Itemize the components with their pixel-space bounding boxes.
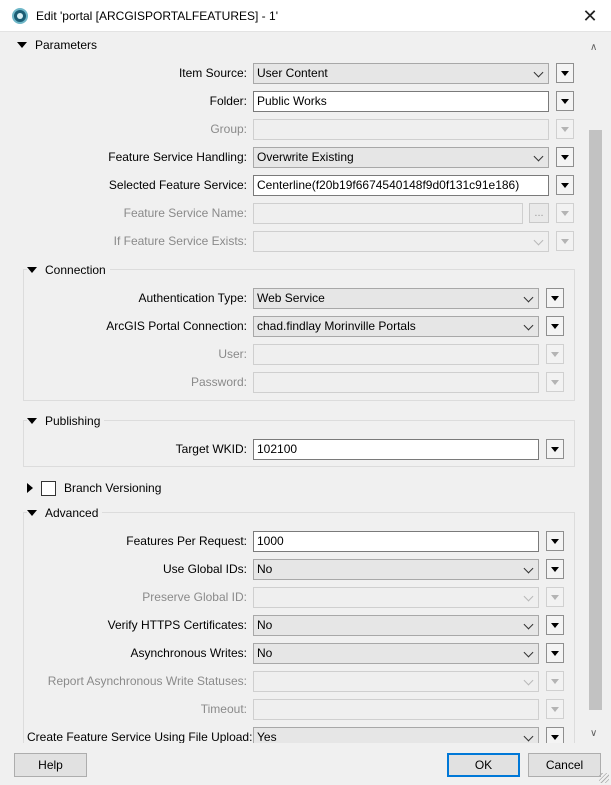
chevron-down-icon bbox=[524, 293, 534, 303]
ok-button[interactable]: OK bbox=[447, 753, 520, 777]
browse-button: ... bbox=[529, 203, 549, 223]
target-wkid-label: Target WKID: bbox=[175, 442, 247, 456]
parameters-section-label: Parameters bbox=[35, 38, 98, 52]
authentication-type-menu-button[interactable] bbox=[546, 288, 564, 308]
fme-app-icon bbox=[12, 8, 28, 24]
target-wkid-menu-button[interactable] bbox=[546, 439, 564, 459]
parameters-panel bbox=[0, 33, 611, 743]
async-writes-select[interactable] bbox=[253, 643, 539, 664]
report-async-label: Report Asynchronous Write Statuses: bbox=[47, 674, 247, 688]
item-source-label: Item Source: bbox=[178, 66, 247, 80]
resize-grip-icon[interactable] bbox=[599, 773, 609, 783]
preserve-global-id-select bbox=[253, 587, 539, 608]
dialog-footer bbox=[0, 745, 611, 785]
portal-connection-label: ArcGIS Portal Connection: bbox=[106, 319, 247, 333]
expand-triangle-icon bbox=[27, 483, 33, 493]
chevron-down-icon bbox=[534, 236, 544, 246]
title-bar bbox=[0, 0, 611, 32]
verify-https-value: No bbox=[257, 618, 273, 632]
create-file-upload-menu-button[interactable] bbox=[546, 727, 564, 743]
if-feature-service-exists-label: If Feature Service Exists: bbox=[113, 234, 247, 248]
chevron-down-icon bbox=[524, 676, 534, 686]
folder-menu-button[interactable] bbox=[556, 91, 574, 111]
collapse-triangle-icon bbox=[17, 42, 27, 48]
password-label: Password: bbox=[190, 375, 247, 389]
create-file-upload-label: Create Feature Service Using File Upload: bbox=[27, 730, 253, 743]
branch-versioning-label: Branch Versioning bbox=[64, 481, 162, 495]
report-async-menu-button bbox=[546, 671, 564, 691]
password-input bbox=[253, 372, 539, 393]
item-source-value: User Content bbox=[257, 66, 328, 80]
preserve-global-id-menu-button bbox=[546, 587, 564, 607]
window-title: Edit 'portal [ARCGISPORTALFEATURES] - 1' bbox=[36, 9, 278, 23]
verify-https-select[interactable] bbox=[253, 615, 539, 636]
verify-https-label: Verify HTTPS Certificates: bbox=[107, 618, 247, 632]
collapse-triangle-icon bbox=[27, 418, 37, 424]
create-file-upload-select[interactable] bbox=[253, 727, 539, 743]
features-per-request-menu-button[interactable] bbox=[546, 531, 564, 551]
collapse-triangle-icon bbox=[27, 510, 37, 516]
user-label: User: bbox=[218, 347, 247, 361]
chevron-down-icon bbox=[524, 321, 534, 331]
feature-service-handling-value: Overwrite Existing bbox=[257, 150, 354, 164]
portal-connection-value: chad.findlay Morinville Portals bbox=[257, 319, 416, 333]
timeout-input bbox=[253, 699, 539, 720]
selected-feature-service-label: Selected Feature Service: bbox=[108, 178, 247, 192]
help-button[interactable]: Help bbox=[14, 753, 87, 777]
use-global-ids-select[interactable] bbox=[253, 559, 539, 580]
use-global-ids-value: No bbox=[257, 562, 273, 576]
features-per-request-label: Features Per Request: bbox=[126, 534, 247, 548]
feature-service-name-label: Feature Service Name: bbox=[123, 206, 247, 220]
item-source-menu-button[interactable] bbox=[556, 63, 574, 83]
password-menu-button bbox=[546, 372, 564, 392]
target-wkid-input[interactable]: 102100 bbox=[253, 439, 539, 460]
create-file-upload-value: Yes bbox=[257, 730, 277, 743]
item-source-select[interactable] bbox=[253, 63, 549, 84]
chevron-down-icon bbox=[524, 620, 534, 630]
scroll-thumb[interactable] bbox=[589, 130, 602, 710]
branch-versioning-toggle[interactable] bbox=[27, 479, 161, 497]
scroll-down-icon[interactable]: ∨ bbox=[590, 728, 598, 739]
timeout-menu-button bbox=[546, 699, 564, 719]
publishing-section-label: Publishing bbox=[45, 414, 101, 428]
publishing-section-toggle[interactable] bbox=[27, 412, 104, 430]
collapse-triangle-icon bbox=[27, 267, 37, 273]
use-global-ids-menu-button[interactable] bbox=[546, 559, 564, 579]
group-label: Group: bbox=[210, 122, 247, 136]
scroll-up-icon[interactable]: ∧ bbox=[590, 42, 598, 53]
verify-https-menu-button[interactable] bbox=[546, 615, 564, 635]
advanced-section-toggle[interactable] bbox=[27, 504, 102, 522]
feature-service-handling-label: Feature Service Handling: bbox=[108, 150, 247, 164]
group-input bbox=[253, 119, 549, 140]
use-global-ids-label: Use Global IDs: bbox=[162, 562, 247, 576]
chevron-down-icon bbox=[524, 564, 534, 574]
selected-feature-service-menu-button[interactable] bbox=[556, 175, 574, 195]
portal-connection-menu-button[interactable] bbox=[546, 316, 564, 336]
authentication-type-value: Web Service bbox=[257, 291, 325, 305]
user-input bbox=[253, 344, 539, 365]
feature-service-handling-select[interactable] bbox=[253, 147, 549, 168]
user-menu-button bbox=[546, 344, 564, 364]
authentication-type-label: Authentication Type: bbox=[138, 291, 247, 305]
features-per-request-input[interactable]: 1000 bbox=[253, 531, 539, 552]
close-icon[interactable]: ✕ bbox=[582, 6, 598, 26]
async-writes-label: Asynchronous Writes: bbox=[130, 646, 247, 660]
chevron-down-icon bbox=[534, 152, 544, 162]
if-feature-service-exists-menu-button bbox=[556, 231, 574, 251]
chevron-down-icon bbox=[524, 732, 534, 742]
feature-service-name-menu-button bbox=[556, 203, 574, 223]
group-menu-button bbox=[556, 119, 574, 139]
if-feature-service-exists-select bbox=[253, 231, 549, 252]
folder-input[interactable]: Public Works bbox=[253, 91, 549, 112]
vertical-scrollbar[interactable] bbox=[587, 38, 604, 743]
parameters-section-toggle[interactable] bbox=[17, 36, 97, 54]
report-async-select bbox=[253, 671, 539, 692]
chevron-down-icon bbox=[524, 648, 534, 658]
feature-service-handling-menu-button[interactable] bbox=[556, 147, 574, 167]
connection-section-toggle[interactable] bbox=[27, 261, 110, 279]
feature-service-name-input bbox=[253, 203, 523, 224]
connection-section-label: Connection bbox=[45, 263, 106, 277]
branch-versioning-checkbox[interactable] bbox=[41, 481, 56, 496]
preserve-global-id-label: Preserve Global ID: bbox=[142, 590, 247, 604]
chevron-down-icon bbox=[524, 592, 534, 602]
advanced-section-label: Advanced bbox=[45, 506, 99, 520]
async-writes-value: No bbox=[257, 646, 273, 660]
authentication-type-select[interactable] bbox=[253, 288, 539, 309]
selected-feature-service-input[interactable]: Centerline(f20b19f6674540148f9d0f131c91e186) bbox=[253, 175, 549, 196]
portal-connection-select[interactable] bbox=[253, 316, 539, 337]
cancel-button[interactable]: Cancel bbox=[528, 753, 601, 777]
async-writes-menu-button[interactable] bbox=[546, 643, 564, 663]
folder-label: Folder: bbox=[209, 94, 247, 108]
chevron-down-icon bbox=[534, 68, 544, 78]
timeout-label: Timeout: bbox=[200, 702, 247, 716]
